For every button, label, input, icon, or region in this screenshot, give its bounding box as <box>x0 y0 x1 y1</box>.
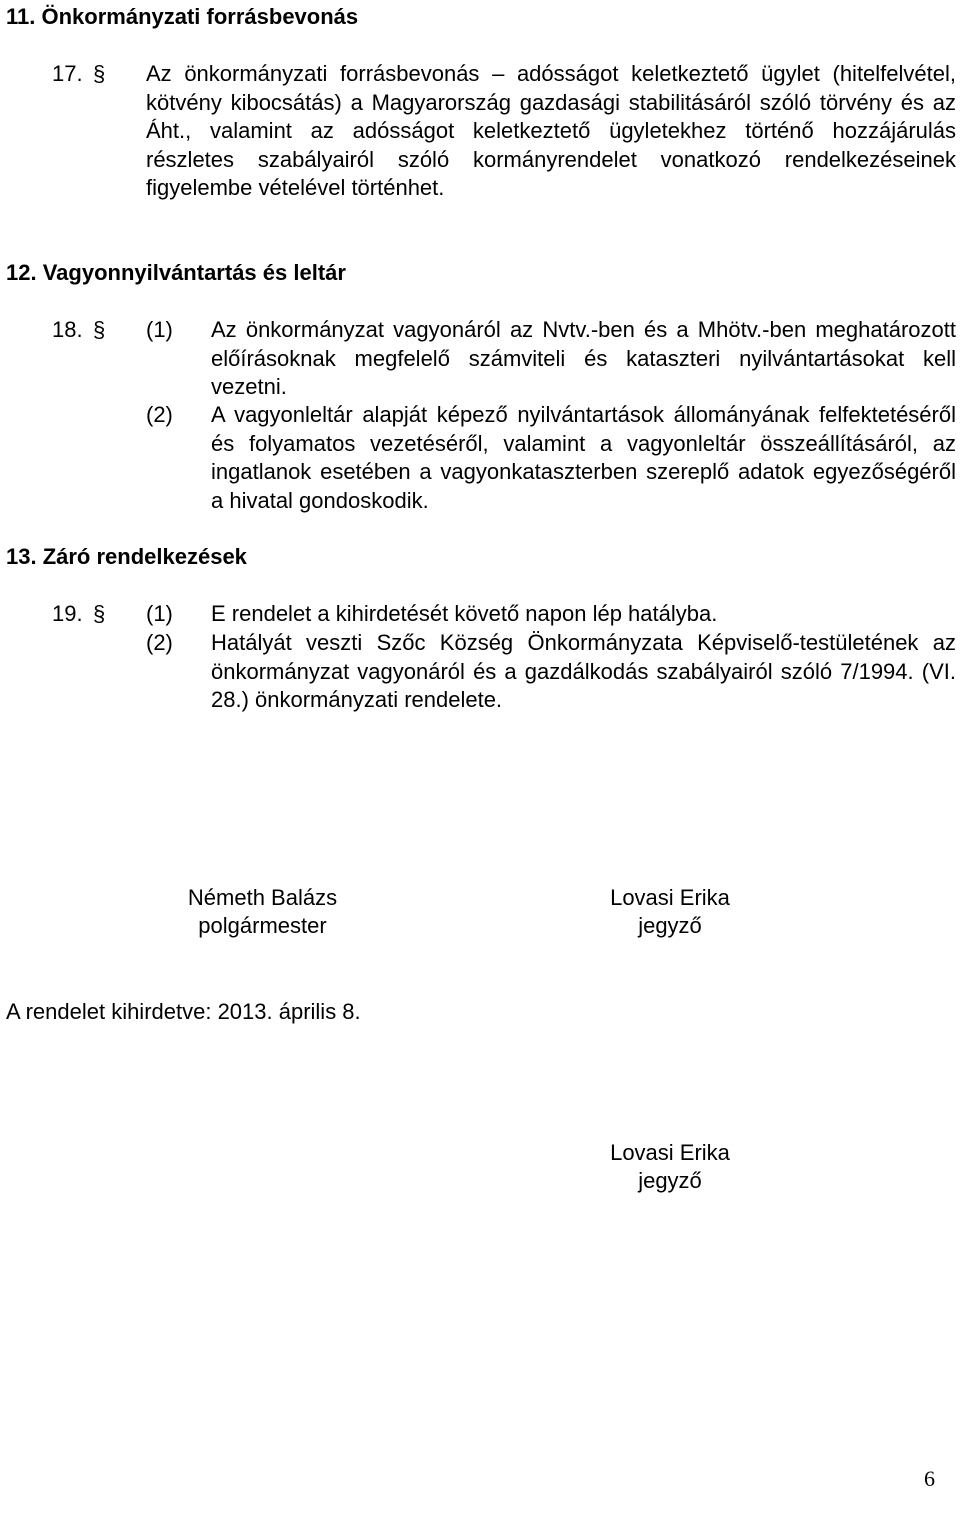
signature-name: Lovasi Erika <box>610 1140 730 1165</box>
section-heading-11: 11. Önkormányzati forrásbevonás <box>6 4 359 29</box>
signature-title: jegyző <box>638 1168 702 1193</box>
paragraph-19-item-1-label: (1) <box>146 601 173 626</box>
paragraph-17-number: 17. <box>52 61 83 86</box>
section-heading-13: 13. Záró rendelkezések <box>6 544 247 569</box>
paragraph-18-item-2-label: (2) <box>146 402 173 427</box>
paragraph-19-number: 19. <box>52 601 83 626</box>
paragraph-18-item-1-text: Az önkormányzat vagyonáról az Nvtv.-ben és a Mhötv.-ben meghatározott előírásoknak megfelelő számviteli és kataszteri nyilvántartásokat kell vezetni. <box>211 317 956 399</box>
paragraph-19-item-1-text: E rendelet a kihirdetését követő napon lép hatályba. <box>211 601 718 626</box>
section-sign-19: § <box>93 601 106 626</box>
signature-title: polgármester <box>198 913 327 938</box>
paragraph-19-item-2-text: Hatályát veszti Szőc Község Önkormányzata Képviselő-testületének az önkormányzat vagyonáról és a gazdálkodás szabályairól szóló 7/1994. (VI. 28.) önkormányzati rendelete. <box>211 630 956 712</box>
paragraph-18-item-1-label: (1) <box>146 317 173 342</box>
paragraph-19-item-2-label: (2) <box>146 630 173 655</box>
page-number: 6 <box>924 1466 935 1491</box>
signature-block-mayor <box>150 884 375 940</box>
signature-name: Lovasi Erika <box>610 885 730 910</box>
paragraph-18-number: 18. <box>52 317 83 342</box>
section-sign-18: § <box>93 317 106 342</box>
section-heading-12: 12. Vagyonnyilvántartás és leltár <box>6 260 346 285</box>
final-signature-block <box>570 1139 770 1195</box>
promulgation-note: A rendelet kihirdetve: 2013. április 8. <box>6 999 361 1024</box>
signature-block-notary <box>570 884 770 940</box>
paragraph-17-text: Az önkormányzati forrásbevonás – adósságot keletkeztető ügylet (hitelfelvétel, kötvény kibocsátás) a Magyarország gazdasági stabilitásáról szóló törvény és az Áht., valamint az adósságot keletkeztető ügyletekhez történő hozzájárulás részletes szabályairól szóló kormányrendelet vonatkozó rendelkezéseinek figyelembe vételével történhet. <box>146 61 956 200</box>
section-sign-17: § <box>93 61 106 86</box>
signature-title: jegyző <box>638 913 702 938</box>
paragraph-18-item-2-text: A vagyonleltár alapját képező nyilvántartások állományának felfektetéséről és folyamatos vezetéséről, valamint a vagyonleltár összeállításáról, az ingatlanok esetében a vagyonkataszterben szereplő adatok egyezőségéről a hivatal gondoskodik. <box>211 402 956 513</box>
signature-name: Németh Balázs <box>187 885 338 910</box>
